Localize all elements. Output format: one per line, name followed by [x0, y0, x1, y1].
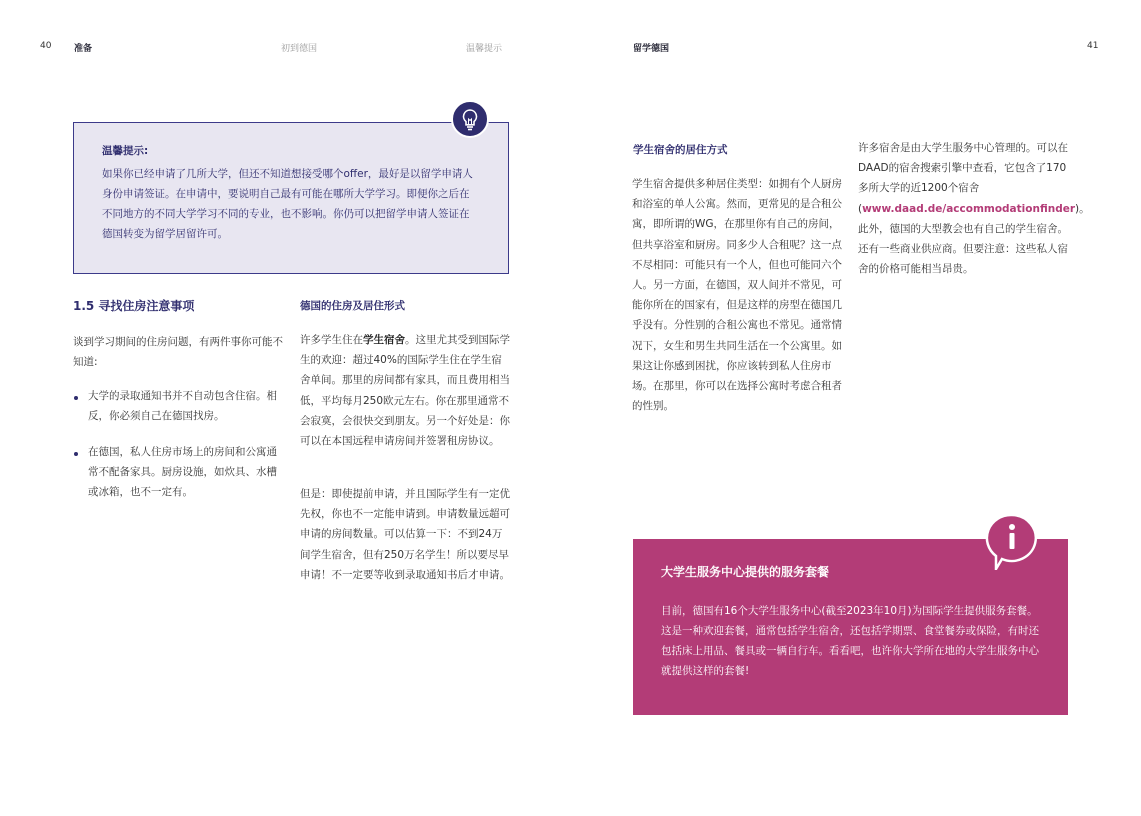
- bullet-item: 在德国，私人住房市场上的房间和公寓通常不配备家具。厨房设施，如炊具、水槽或冰箱，也不一定有。: [88, 446, 277, 499]
- lightbulb-icon: [451, 100, 489, 138]
- page-number-right: 41: [1087, 41, 1099, 51]
- bullet-dot: [74, 452, 78, 456]
- housing-forms-paragraph-2: 但是：即使提前申请，并且国际学生有一定优先权，你也不一定能申请到。申请数量远超可申请的房间数量。可以估算一下：不到24万间学生宿舍，但有250万名学生！所以要尽早申请！不一定要等收到录取通知书后才申请。: [300, 488, 510, 581]
- tip-title: 温馨提示:: [102, 145, 149, 157]
- service-package-title: 大学生服务中心提供的服务套餐: [661, 565, 830, 579]
- tip-body: 如果你已经申请了几所大学，但还不知道想接受哪个offer，最好是以留学申请人身份申请签证。在申请中，要说明自己最有可能在哪所大学学习。即便你之后在不同地方的不同大学学习不同的专业，也不影响。你仍可以把留学申请人签证在德国转变为留学居留许可。: [102, 168, 473, 240]
- accommodation-finder-link[interactable]: www.daad.de/accommodationfinder: [862, 202, 1076, 215]
- header-tab-arrival[interactable]: 初到德国: [281, 44, 318, 54]
- dorm-management-paragraph: 许多宿舍是由大学生服务中心管理的。可以在DAAD的宿舍搜索引擎中查看，它包含了170多所大学的近1200个宿舍(www.daad.de/accommodationfinder)。此外，德国的大型教会也有自己的学生宿舍。还有一些商业供应商。但要注意：这些私人宿舍的价格可能相当昂贵。: [858, 142, 1090, 276]
- tip-box: [73, 122, 509, 274]
- service-package-body: 目前，德国有16个大学生服务中心(截至2023年10月)为国际学生提供服务套餐。这是一种欢迎套餐，通常包括学生宿舍，还包括学期票、食堂餐券或保险，有时还包括床上用品、餐具或一辆自行车。看看吧，也许你大学所在地的大学生服务中心就提供这样的套餐!: [661, 605, 1039, 677]
- header-section-right: 留学德国: [633, 44, 670, 54]
- dorm-types-heading: 学生宿舍的居住方式: [633, 144, 728, 156]
- section-intro: 谈到学习期间的住房问题，有两件事你可能不知道:: [73, 336, 283, 369]
- header-tab-tips[interactable]: 温馨提示: [466, 44, 503, 54]
- page-number-left: 40: [40, 41, 52, 51]
- housing-forms-heading: 德国的住房及居住形式: [300, 300, 405, 312]
- section-heading-housing-tips: 1.5 寻找住房注意事项: [73, 299, 195, 313]
- bullet-dot: [74, 396, 78, 400]
- housing-forms-paragraph-1: 许多学生住在学生宿舍。这里尤其受到国际学生的欢迎：超过40%的国际学生住在学生宿舍单间。那里的房间都有家具，而且费用相当低，平均每月250欧元左右。你在那里通常不会寂寞，会很快交到朋友。另一个好处是：你可以在本国远程申请房间并签署租房协议。: [300, 334, 510, 448]
- bullet-item: 大学的录取通知书并不自动包含住宿。相反，你必须自己在德国找房。: [88, 390, 277, 423]
- info-icon: [985, 512, 1039, 570]
- header-section-left: 准备: [74, 44, 93, 54]
- dorm-types-body: 学生宿舍提供多种居住类型：如拥有个人厨房和浴室的单人公寓。然而，更常见的是合租公寓，即所谓的WG，在那里你有自己的房间，但共享浴室和厨房。同多少人合租呢？这一点不尽相同：可能只有一个人，但也可能同六个人。另一方面，在德国，双人间并不常见，可能你所在的国家有，但是这样的房型在德国几乎没有。分性别的合租公寓也不常见。通常情况下，女生和男生共同生活在一个公寓里。如果这让你感到困扰，你应该转到私人住房市场。在那里，你可以在选择公寓时考虑合租者的性别。: [632, 178, 842, 413]
